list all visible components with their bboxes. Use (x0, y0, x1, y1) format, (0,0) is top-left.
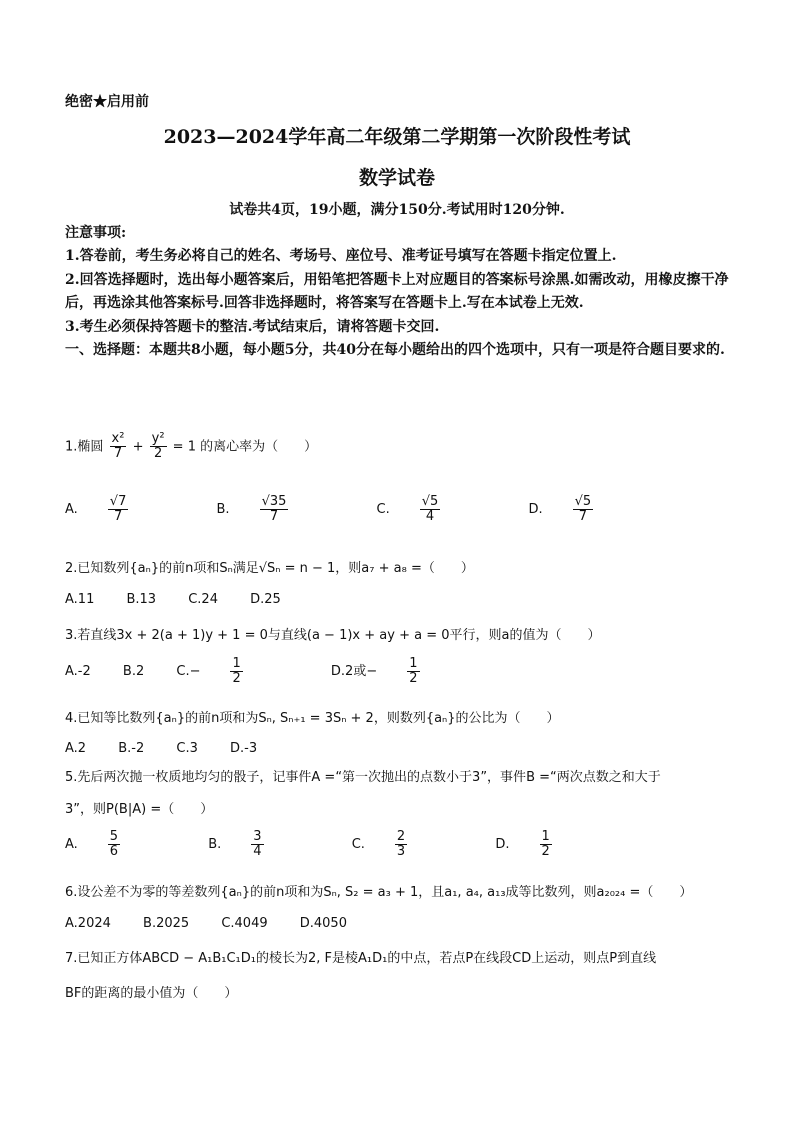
exam-subtitle: 数学试卷 (358, 167, 435, 189)
fraction: $\frac{\text{y²}}{2}$ (151, 431, 165, 462)
question-3: 3.若直线3x + 2(a + 1)y + 1 = 0与直线(a − 1)x + ay + a = 0平行，则a的值为（ ） (65, 628, 601, 643)
fraction: $\frac{\text{x²}}{7}$ (111, 431, 125, 462)
question-1-options (65, 495, 677, 525)
question-6-options (65, 916, 375, 931)
question-5-options (65, 830, 636, 860)
option-a: A. $\frac{√7}{7}$ (65, 494, 127, 525)
question-3-options (65, 657, 504, 687)
exam-info: 试卷共4页，19小题，满分150分.考试用时120分钟. (229, 202, 565, 218)
question-4: 4.已知等比数列{aₙ}的前n项和为Sₙ, Sₙ₊₁ = 3Sₙ + 2，则数列{aₙ}的公比为（ ） (65, 711, 560, 726)
option-c: C.4049 (221, 916, 268, 931)
option-b: B.2 (122, 664, 145, 680)
option-c: C. $\frac{2}{3}$ (351, 829, 406, 860)
exam-title: 2023—2024学年高二年级第二学期第一次阶段性考试 (163, 126, 631, 148)
question-6: 6.设公差不为零的等差数列{aₙ}的前n项和为Sₙ, S₂ = a₃ + 1，且a₁, a₄, a₁₃成等比数列，则a₂₀₂₄ =（ ） (65, 885, 693, 900)
option-c: C.24 (188, 592, 218, 607)
option-b: B. $\frac{3}{4}$ (208, 829, 262, 860)
option-a: A.2024 (65, 916, 111, 931)
question-1: 1.椭圆 $\frac{\text{x²}}{7}$ + $\frac{\text{y²}}{2}$ = 1 的离心率为（ ） (65, 431, 318, 462)
question-7-line-1: 7.已知正方体ABCD − A₁B₁C₁D₁的棱长为2, F是棱A₁D₁的中点，若点P在线段CD上运动，则点P到直线 (65, 951, 657, 966)
question-7-line-2: BF的距离的最小值为（ ） (65, 986, 238, 1001)
option-a: A.2 (65, 741, 87, 756)
option-d: D.4050 (299, 916, 347, 931)
option-a: A.-2 (65, 664, 91, 680)
note-item: 1.答卷前，考生务必将自己的姓名、考场号、座位号、准考证号填写在答题卡指定位置上. (65, 248, 617, 265)
option-d: D.-3 (230, 741, 258, 756)
option-b: B.2025 (143, 916, 190, 931)
question-5-line-1: 5.先后两次抛一枚质地均匀的骰子，记事件A =“第一次抛出的点数小于3”，事件B =“两次点数之和大于 (65, 770, 661, 785)
question-5-line-2: 3”，则P(B|A) =（ ） (65, 802, 214, 817)
option-c: C. $\frac{√5}{4}$ (376, 494, 439, 525)
option-d: D.25 (250, 592, 281, 607)
section-heading: 一、选择题：本题共8小题，每小题5分，共40分在每小题给出的四个选项中，只有一项是符合题目要求的. (65, 342, 725, 359)
option-b: B. $\frac{√35}{7}$ (216, 494, 287, 525)
question-2-options (65, 592, 309, 607)
option-a: A.11 (65, 592, 95, 607)
option-a: A. $\frac{5}{6}$ (65, 829, 119, 860)
note-item: 3.考生必须保持答题卡的整洁.考试结束后，请将答题卡交回. (65, 318, 440, 335)
notes-heading: 注意事项: (65, 225, 127, 241)
option-d: D.2或− $\frac{1}{2}$ (330, 656, 418, 687)
option-b: B.13 (126, 592, 157, 607)
option-b: B.-2 (118, 741, 145, 756)
note-item: 2.回答选择题时，选出每小题答案后，用铅笔把答题卡上对应题目的答案标号涂黑.如需改动，用橡皮擦干净后，再选涂其他答案标号.回答非选择题时，将答案写在答题卡上.写在本试卷上无效. (65, 271, 729, 312)
question-2: 2.已知数列{aₙ}的前n项和Sₙ满足√Sₙ = n − 1，则a₇ + a₈ =（ ） (65, 561, 474, 576)
option-d: D. $\frac{√5}{7}$ (528, 494, 592, 525)
question-4-options (65, 741, 285, 756)
notes-block (65, 222, 730, 362)
option-c: C.3 (176, 741, 198, 756)
option-c: C.− $\frac{1}{2}$ (176, 656, 241, 687)
secret-label: 绝密★启用前 (65, 94, 149, 110)
option-d: D. $\frac{1}{2}$ (495, 829, 550, 860)
